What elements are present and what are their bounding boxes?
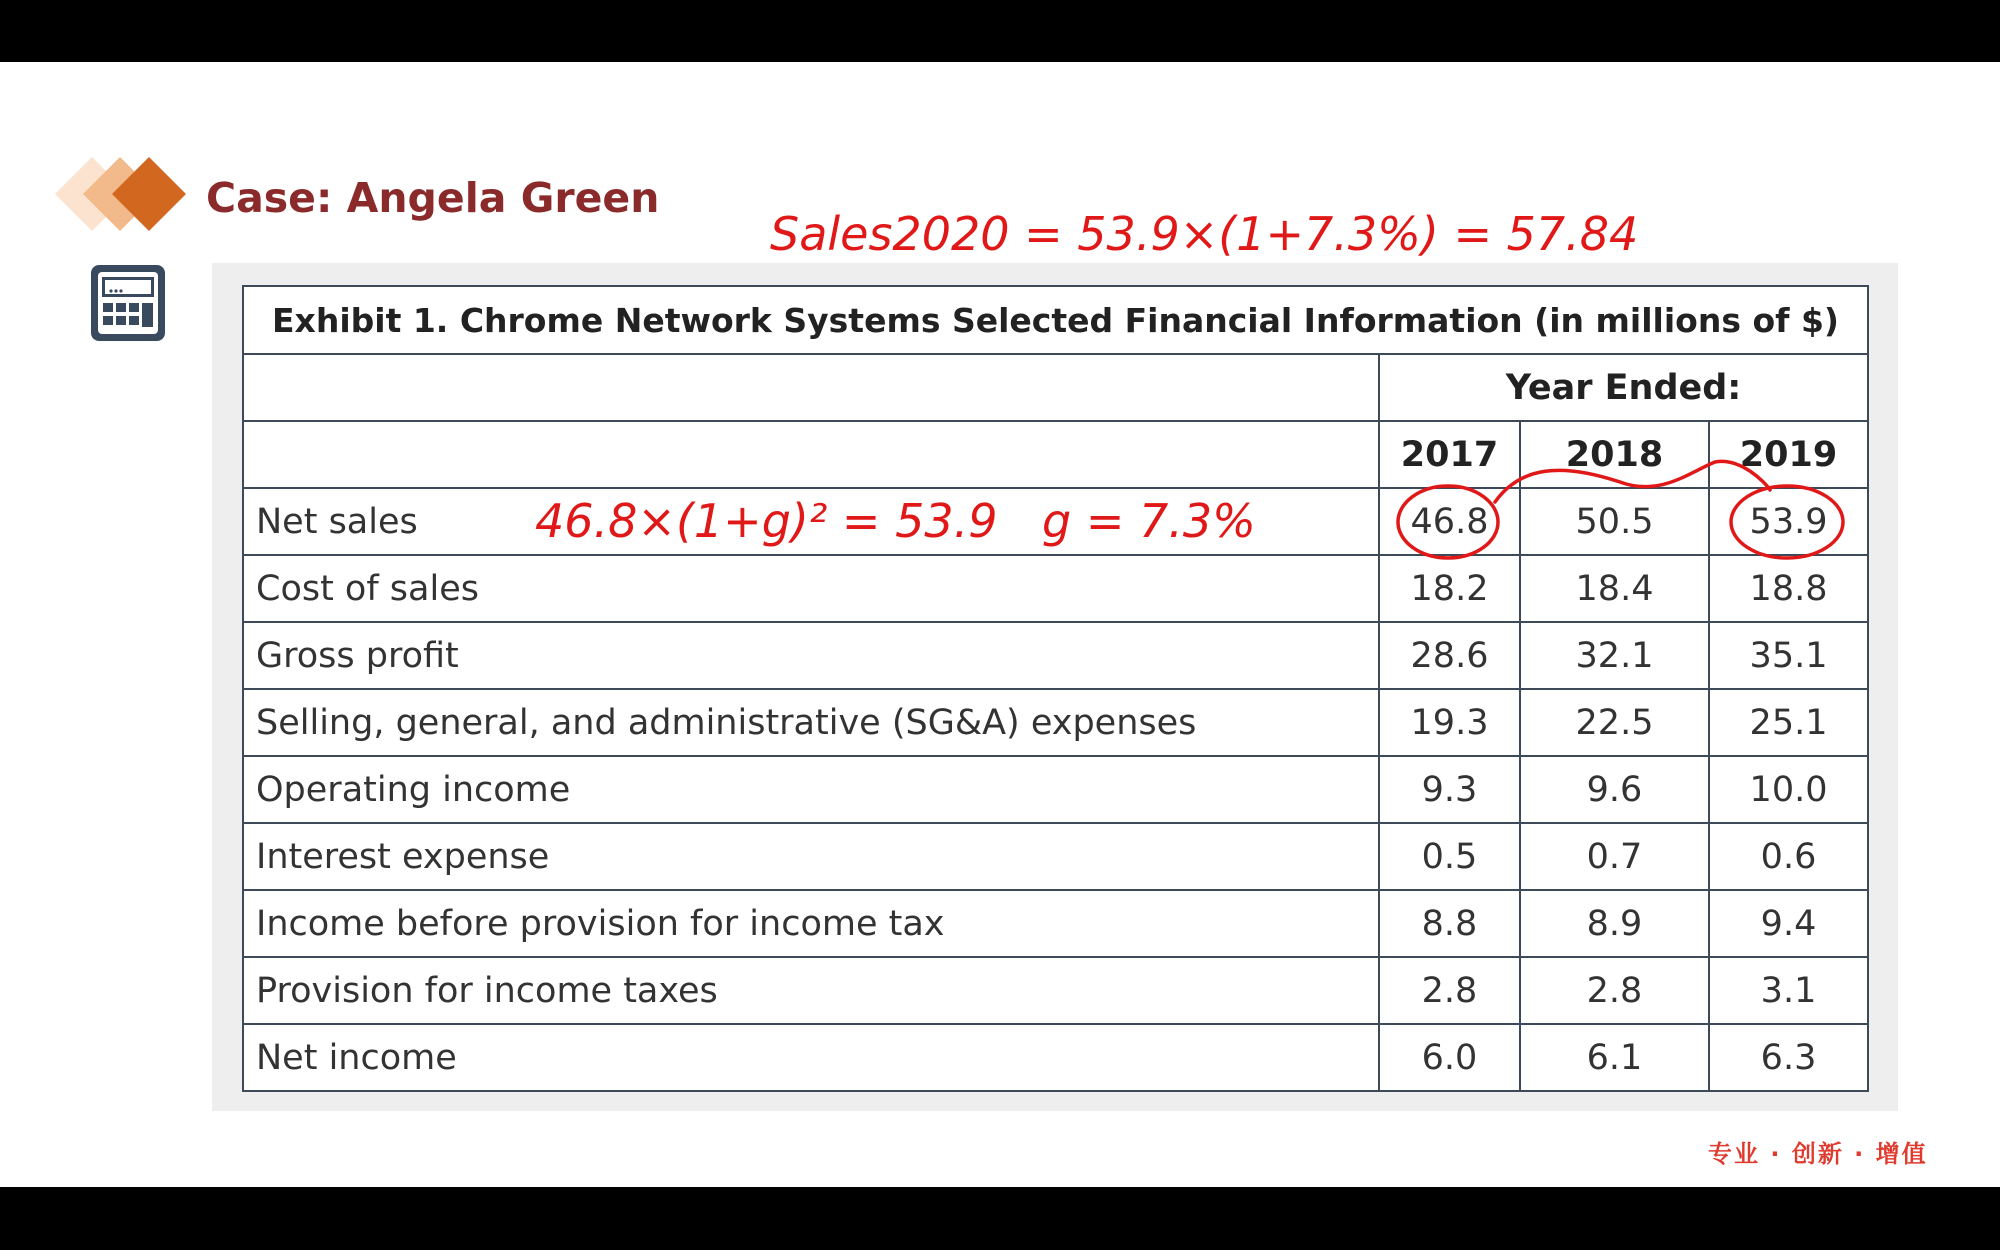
row-label: Gross profit (243, 622, 1379, 689)
row-label: Operating income (243, 756, 1379, 823)
value-cell: 32.1 (1520, 622, 1709, 689)
value-cell: 0.7 (1520, 823, 1709, 890)
table-row (243, 823, 1868, 890)
slide-title: Case: Angela Green (206, 174, 660, 222)
slide-tagline: 专业 · 创新 · 增值 (1708, 1140, 1928, 1168)
slide (0, 62, 2000, 1187)
growth-equation-annotation: 46.8×(1+g)² = 53.9 (535, 494, 998, 548)
year-header: 2017 (1379, 421, 1520, 488)
value-cell: 0.5 (1379, 823, 1520, 890)
row-label: Net income (243, 1024, 1379, 1091)
sales-2020-annotation: Sales2020 = 53.9×(1+7.3%) = 57.84 (770, 207, 1639, 261)
value-cell: 6.1 (1520, 1024, 1709, 1091)
value-cell: 9.4 (1709, 890, 1868, 957)
table-row (243, 689, 1868, 756)
value-cell: 22.5 (1520, 689, 1709, 756)
value-cell: 10.0 (1709, 756, 1868, 823)
table-title-row (243, 286, 1868, 354)
row-label: Selling, general, and administrative (SG&A) expenses (243, 689, 1379, 756)
empty-header-cell (243, 421, 1379, 488)
table-row (243, 957, 1868, 1024)
growth-result-annotation: g = 7.3% (1042, 494, 1256, 548)
year-header: 2018 (1520, 421, 1709, 488)
table-row (243, 756, 1868, 823)
value-cell: 6.0 (1379, 1024, 1520, 1091)
table-row (243, 622, 1868, 689)
value-cell: 35.1 (1709, 622, 1868, 689)
calculator-icon (88, 262, 168, 344)
table-row (243, 488, 1868, 555)
value-cell: 18.8 (1709, 555, 1868, 622)
value-cell: 9.6 (1520, 756, 1709, 823)
logo-diamonds-icon (50, 144, 190, 244)
value-cell: 2.8 (1379, 957, 1520, 1024)
year-group-row (243, 354, 1868, 421)
value-cell: 25.1 (1709, 689, 1868, 756)
financial-table (242, 285, 1869, 1092)
year-header: 2019 (1709, 421, 1868, 488)
value-cell: 9.3 (1379, 756, 1520, 823)
value-cell: 0.6 (1709, 823, 1868, 890)
table-row (243, 1024, 1868, 1091)
value-cell: 28.6 (1379, 622, 1520, 689)
exhibit-title: Exhibit 1. Chrome Network Systems Selected Financial Information (in millions of $) (243, 286, 1868, 354)
table-row (243, 890, 1868, 957)
value-cell: 46.8 (1379, 488, 1520, 555)
value-cell: 18.2 (1379, 555, 1520, 622)
row-label: Income before provision for income tax (243, 890, 1379, 957)
exhibit-panel (212, 263, 1898, 1111)
value-cell: 50.5 (1520, 488, 1709, 555)
value-cell: 8.8 (1379, 890, 1520, 957)
empty-header-cell (243, 354, 1379, 421)
value-cell: 2.8 (1520, 957, 1709, 1024)
value-cell: 19.3 (1379, 689, 1520, 756)
value-cell: 53.9 (1709, 488, 1868, 555)
year-header-row (243, 421, 1868, 488)
value-cell: 6.3 (1709, 1024, 1868, 1091)
value-cell: 8.9 (1520, 890, 1709, 957)
value-cell: 18.4 (1520, 555, 1709, 622)
row-label: Interest expense (243, 823, 1379, 890)
year-group-label: Year Ended: (1379, 354, 1868, 421)
table-row (243, 555, 1868, 622)
row-label: Net sales (243, 488, 1379, 555)
value-cell: 3.1 (1709, 957, 1868, 1024)
row-label: Provision for income taxes (243, 957, 1379, 1024)
row-label: Cost of sales (243, 555, 1379, 622)
